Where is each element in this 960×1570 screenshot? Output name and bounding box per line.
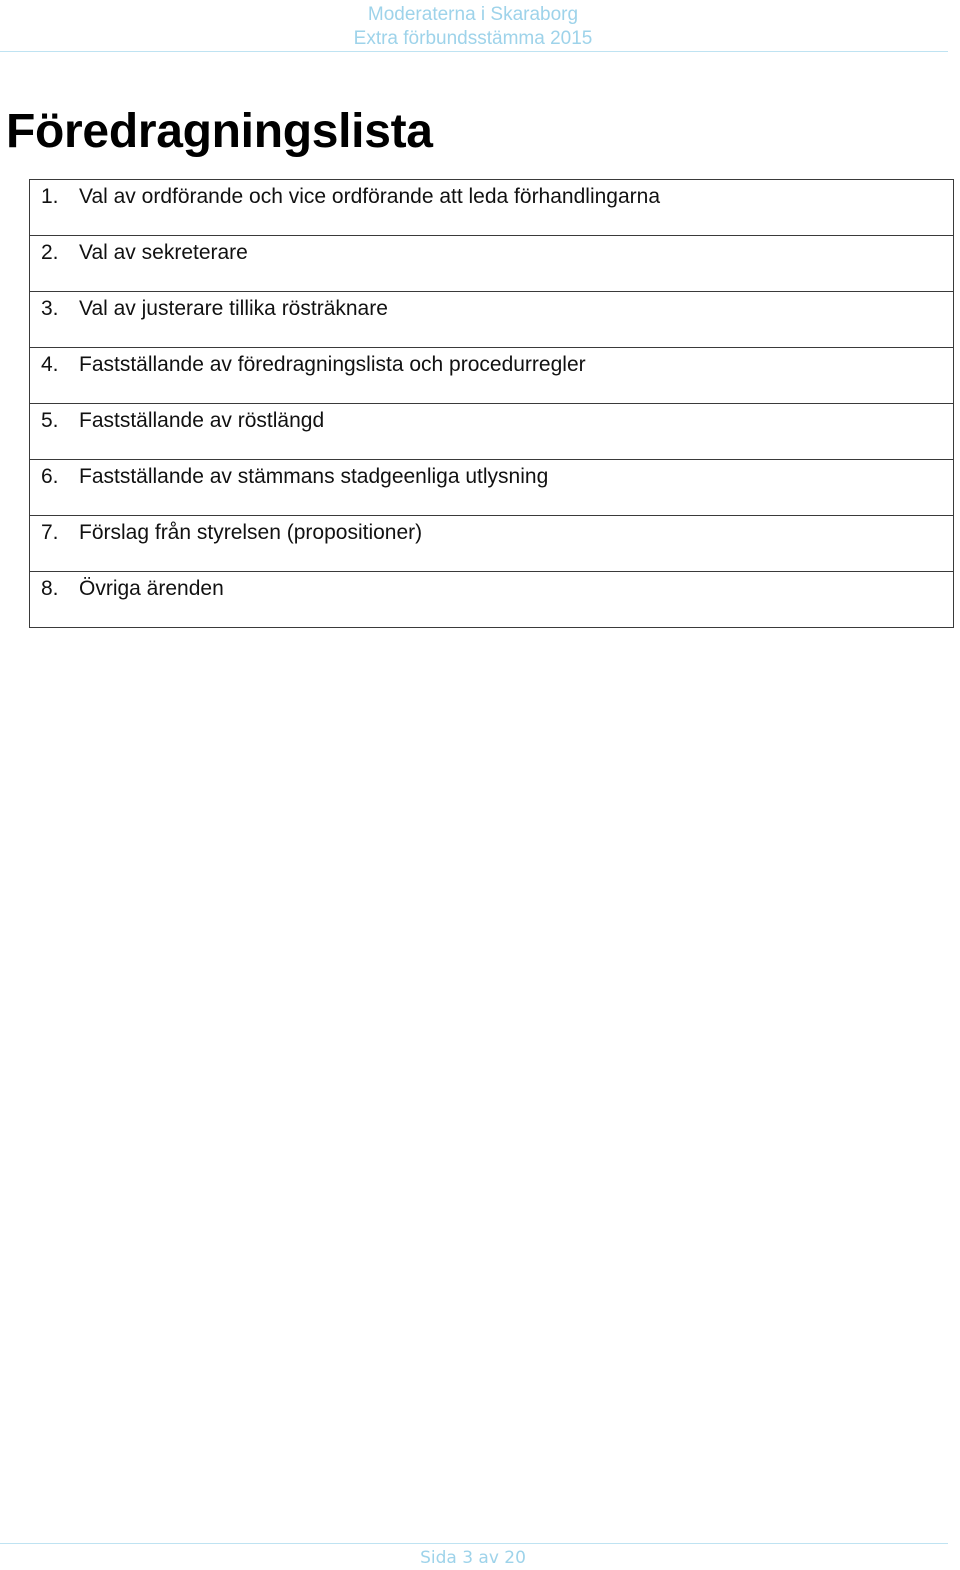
agenda-row [30, 460, 954, 516]
agenda-item-text: Val av justerare tillika rösträknare [79, 297, 388, 320]
agenda-item-number: 8. [41, 577, 59, 600]
agenda-item-text: Fastställande av röstlängd [79, 409, 325, 432]
agenda-row [30, 404, 954, 460]
agenda-item-text: Val av sekreterare [79, 241, 248, 264]
agenda-row [30, 236, 954, 292]
agenda-item-text: Fastställande av stämmans stadgeenliga utlysning [79, 465, 549, 488]
agenda-row [30, 292, 954, 348]
page-number: Sida 3 av 20 [420, 1548, 526, 1568]
agenda-item-text: Fastställande av föredragningslista och procedurregler [79, 353, 586, 376]
agenda-cell [30, 460, 954, 516]
agenda-item-number: 5. [41, 409, 59, 432]
agenda-item-text: Övriga ärenden [79, 577, 224, 600]
agenda-item-number: 6. [41, 465, 59, 488]
agenda-item-number: 4. [41, 353, 59, 376]
agenda-row [30, 180, 954, 236]
page-title: Föredragningslista [6, 105, 433, 158]
agenda-cell [30, 180, 954, 236]
agenda-row [30, 572, 954, 628]
page-footer [0, 1536, 960, 1570]
agenda-cell [30, 236, 954, 292]
footer-divider [0, 1543, 948, 1544]
header-event: Extra förbundsstämma 2015 [353, 28, 593, 49]
agenda-cell [30, 348, 954, 404]
agenda-cell [30, 404, 954, 460]
agenda-item-number: 7. [41, 521, 59, 544]
header-organization: Moderaterna i Skaraborg [367, 4, 579, 25]
agenda-item-number: 1. [41, 185, 59, 208]
agenda-table [29, 179, 954, 628]
page-header [0, 0, 960, 54]
agenda-item-text: Förslag från styrelsen (propositioner) [79, 521, 423, 544]
header-divider [0, 51, 948, 52]
agenda-row [30, 516, 954, 572]
agenda-cell [30, 516, 954, 572]
agenda-item-text: Val av ordförande och vice ordförande att leda förhandlingarna [79, 185, 660, 208]
agenda-item-number: 3. [41, 297, 59, 320]
agenda-cell [30, 572, 954, 628]
agenda-row [30, 348, 954, 404]
agenda-item-number: 2. [41, 241, 59, 264]
agenda-cell [30, 292, 954, 348]
